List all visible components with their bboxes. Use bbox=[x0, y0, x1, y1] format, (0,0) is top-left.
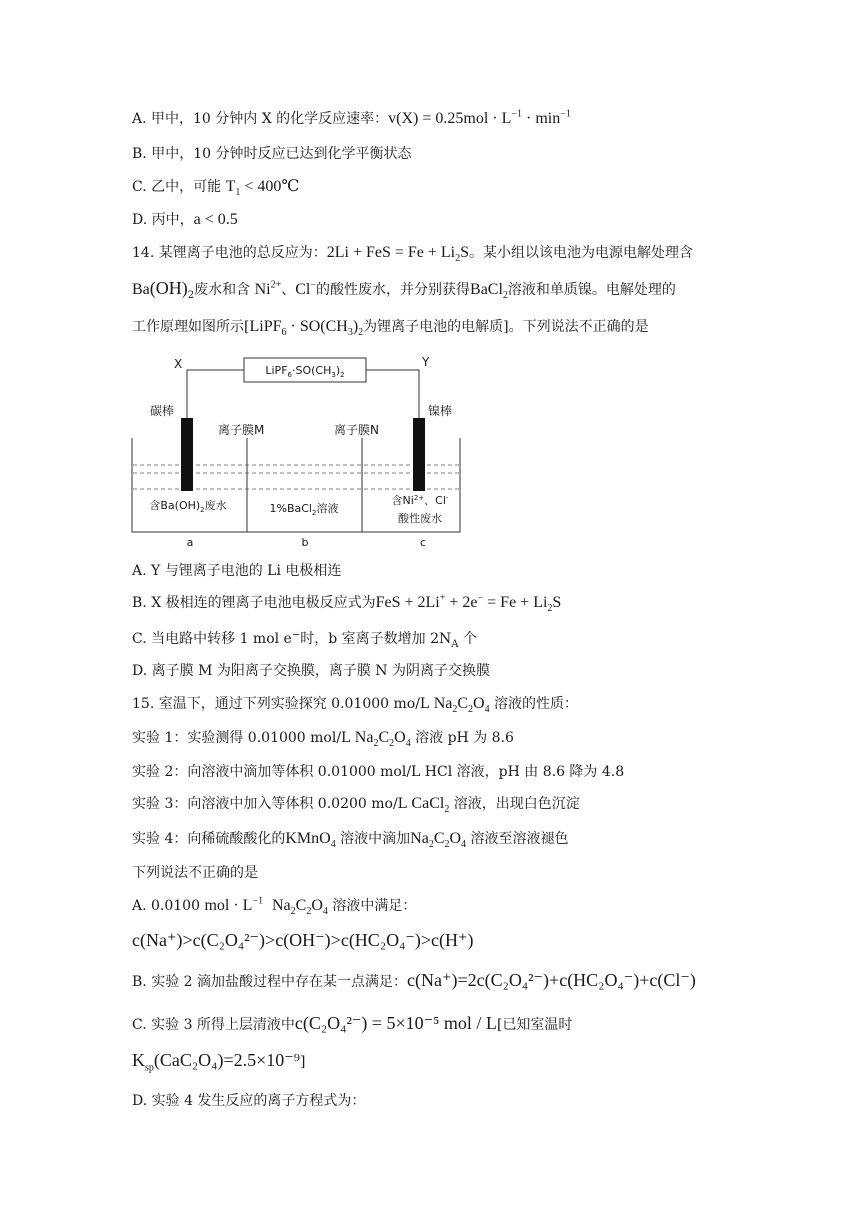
q15-c-equation: c(C₂O₄²⁻) = 5×10⁻⁵ mol / L bbox=[294, 1013, 497, 1033]
q14-b-eq1: FeS + 2Li bbox=[375, 594, 440, 611]
q14-b-sup2: − bbox=[477, 592, 484, 604]
q14-stem-line1 bbox=[132, 242, 693, 264]
q13-option-a-formula bbox=[388, 110, 571, 127]
q14-close: ) bbox=[352, 318, 359, 335]
q13-option-a-text: A. 甲中，10 分钟内 X 的化学反应速率： bbox=[132, 111, 389, 127]
q14-close-sub: 2 bbox=[358, 327, 364, 339]
q14-option-a: A. Y 与锂离子电池的 Li 电极相连 bbox=[132, 563, 342, 579]
q14-stem2-sep: 、 bbox=[281, 282, 296, 298]
q15-b-equation: c(Na⁺)=2c(C₂O₄²⁻)+c(HC₂O₄⁻)+c(Cl⁻) bbox=[407, 970, 696, 990]
q15-stem-tail: 溶液的性质： bbox=[489, 696, 579, 712]
room-c-contents-line2: 酸性废水 bbox=[398, 512, 442, 525]
q14-reaction-s: S bbox=[460, 244, 470, 261]
q15-a-tail: 溶液中满足： bbox=[327, 898, 417, 914]
q14-cl-symbol: Cl bbox=[295, 281, 311, 298]
q14-lipf: LiPF bbox=[249, 318, 282, 335]
q14-bacl-symbol: BaCl bbox=[470, 281, 503, 298]
q14-stem1-tail: 。某小组以该电池为电源电解处理含 bbox=[469, 245, 694, 261]
room-b-contents: 1%BaCl$_2$溶液 bbox=[269, 502, 339, 517]
q14-stem2-a: 废水和含 bbox=[194, 282, 255, 298]
q15-c-note: [已知室温时 bbox=[496, 1017, 573, 1033]
q15-exp4-tail: 溶液至溶液褪色 bbox=[466, 831, 569, 847]
q15-ask: 下列说法不正确的是 bbox=[132, 865, 258, 881]
y-terminal-label: Y bbox=[422, 355, 430, 369]
q14-option-b bbox=[132, 592, 561, 614]
q14-ni bbox=[255, 281, 282, 298]
q13-c-text: C. 乙中，可能 bbox=[132, 179, 226, 195]
q14-electrolyte-formula bbox=[249, 318, 364, 339]
q14-c-rest: 时，b 室离子数增加 2N bbox=[300, 631, 452, 647]
q14-reaction-sub: 2 bbox=[455, 253, 461, 265]
carbon-rod-label: 碳棒 bbox=[150, 404, 175, 418]
q14-option-c bbox=[132, 628, 477, 650]
q13-a-rate: v(X) = 0.25mol · L bbox=[388, 110, 512, 127]
q14-stem1-text: 14. 某锂离子电池的总反应为： bbox=[132, 245, 327, 261]
q15-option-c-ksp bbox=[132, 1050, 306, 1074]
q15-option-d: D. 实验 4 发生反应的离子方程式为： bbox=[132, 1093, 366, 1109]
nickel-rod-label: 镍棒 bbox=[428, 404, 453, 418]
q14-cl bbox=[295, 281, 316, 298]
room-b-label: b bbox=[301, 536, 309, 549]
q13-d-formula: a < 0.5 bbox=[193, 211, 238, 228]
q15-option-a bbox=[132, 895, 416, 917]
q15-oxalate: $Na_2C_2O_4$ bbox=[433, 695, 490, 716]
q14-reaction-main: 2Li + FeS = Fe + Li bbox=[326, 244, 456, 261]
q15-exp3-tail: 溶液，出现白色沉淀 bbox=[449, 796, 580, 812]
room-a-label: a bbox=[186, 536, 194, 549]
x-terminal-label: X bbox=[174, 357, 183, 371]
electrolysis-diagram bbox=[130, 352, 480, 552]
q15-exp4-mid: 溶液中滴加 bbox=[335, 831, 411, 847]
q15-ksp-end: ] bbox=[300, 1054, 306, 1070]
q14-c-text: C. 当电路中转移 1 mol e bbox=[132, 631, 292, 647]
q14-b-sup1: + bbox=[439, 592, 446, 604]
q14-so: · SO(CH bbox=[286, 318, 348, 335]
q14-c-sub: A bbox=[451, 638, 459, 650]
q15-exp4-oxalate: $Na_2C_2O_4$ bbox=[410, 830, 467, 851]
q14-b-sub: 2 bbox=[547, 603, 553, 615]
q15-experiment-4 bbox=[132, 828, 569, 850]
q14-ba: Ba bbox=[132, 281, 150, 298]
right-wire bbox=[366, 370, 419, 418]
room-c-label: c bbox=[419, 536, 427, 549]
q13-d-text: D. 丙中， bbox=[132, 212, 194, 228]
q15-b-text: B. 实验 2 滴加盐酸过程中存在某一点满足： bbox=[132, 974, 407, 990]
q14-stem3-a: 工作原理如图所示[ bbox=[132, 319, 250, 335]
q14-stem-line2 bbox=[132, 278, 676, 301]
q13-a-exp1: −1 bbox=[511, 108, 523, 120]
q15-option-a-inequality: c(Na⁺)>c(C₂O₄²⁻)>c(OH⁻)>c(HC₂O₄⁻)>c(H⁺) bbox=[132, 930, 474, 950]
q13-c-formula bbox=[225, 178, 300, 199]
q15-experiment-3 bbox=[132, 793, 580, 815]
q14-reaction bbox=[326, 244, 470, 265]
q14-bacl-sub: 2 bbox=[502, 290, 508, 302]
q15-exp3-text: 实验 3：向溶液中加入等体积 0.0200 mo/L bbox=[132, 796, 412, 812]
q14-b-eq4: S bbox=[552, 594, 562, 611]
q14-c-sup: − bbox=[291, 629, 301, 641]
q13-c-rest: < 400℃ bbox=[240, 178, 300, 195]
q15-a-unit: mol · $L^{-1}$ bbox=[204, 895, 264, 914]
q14-option-d: D. 离子膜 M 为阳离子交换膜，离子膜 N 为阴离子交换膜 bbox=[132, 663, 491, 679]
q14-b-text: B. X 极相连的锂离子电池电极反应式为 bbox=[132, 595, 376, 611]
q14-b-equation bbox=[375, 592, 562, 615]
q15-exp1-oxalate: $Na_2C_2O_4$ bbox=[354, 729, 411, 750]
nickel-rod bbox=[413, 418, 425, 491]
q15-exp4-text: 实验 4：向稀硫酸酸化的 bbox=[132, 831, 286, 847]
q14-ni-charge: 2+ bbox=[270, 279, 282, 291]
q13-option-a bbox=[132, 108, 571, 128]
q14-stem2-d: 溶液和单质镍。电解处理的 bbox=[507, 282, 676, 298]
q14-ch3-sub: 3 bbox=[347, 327, 353, 339]
q15-a-oxalate: $Na_2C_2O_4$ bbox=[272, 897, 328, 918]
q15-stem-text: 15. 室温下，通过下列实验探究 0.01000 mo/L bbox=[132, 696, 434, 712]
q14-b-eq3: = Fe + Li bbox=[483, 594, 548, 611]
q14-stem3-b: 为锂离子电池的电解质]。下列说法不正确的是 bbox=[363, 319, 649, 335]
q14-oh: (OH) bbox=[149, 278, 188, 298]
q14-ni-symbol: Ni bbox=[254, 281, 271, 298]
q15-cacl2: CaCl$_2$ bbox=[411, 795, 450, 816]
q14-stem2-c: 的酸性废水，并分别获得 bbox=[316, 282, 471, 298]
room-a-contents: 含$Ba(OH)_2$废水 bbox=[149, 499, 227, 514]
q15-c-text: C. 实验 3 所得上层清液中 bbox=[132, 1017, 295, 1033]
q14-cl-charge: − bbox=[310, 279, 317, 291]
q13-a-exp2: −1 bbox=[560, 108, 571, 120]
q15-a-text: A. 0.0100 bbox=[132, 898, 205, 914]
q13-a-min: · min bbox=[522, 110, 561, 127]
q14-lipf-sub: 6 bbox=[281, 327, 287, 339]
room-c-contents-line1: 含$Ni^{2+}$、Cl- bbox=[391, 494, 449, 507]
q15-exp1-text: 实验 1：实验测得 0.01000 mol/L bbox=[132, 730, 355, 746]
q14-stem-line3 bbox=[132, 316, 649, 338]
q15-experiment-2: 实验 2：向溶液中滴加等体积 0.01000 mol/L HCl 溶液，pH 由 8.6 降为 4.8 bbox=[132, 764, 625, 780]
q15-option-c bbox=[132, 1013, 572, 1034]
membrane-n-label: 离子膜N bbox=[334, 423, 379, 437]
q13-option-c bbox=[132, 176, 299, 198]
electrolyte-box-label: $LiPF_6\cdot SO(CH_3)_2$ bbox=[265, 364, 345, 379]
q15-experiment-1 bbox=[132, 727, 514, 749]
carbon-rod bbox=[181, 418, 193, 491]
membrane-m-label: 离子膜M bbox=[218, 423, 265, 437]
q13-option-d bbox=[132, 209, 238, 229]
q13-c-t: T bbox=[225, 178, 236, 195]
q15-ksp-expression: $K_{sp}(CaC_2O_4)=2.5\times 10^{-9}$ bbox=[132, 1050, 301, 1074]
q14-c-end: 个 bbox=[458, 631, 477, 647]
q15-exp1-tail: 溶液 pH 为 8.6 bbox=[410, 730, 514, 746]
q13-option-b: B. 甲中，10 分钟时反应已达到化学平衡状态 bbox=[132, 146, 412, 162]
q14-oh-sub: 2 bbox=[187, 289, 195, 301]
left-wire bbox=[187, 370, 244, 418]
q14-b-eq2: + 2e bbox=[445, 594, 478, 611]
q15-stem bbox=[132, 693, 578, 715]
q14-bacl2 bbox=[470, 281, 508, 302]
q13-c-sub: 1 bbox=[235, 187, 241, 199]
q15-kmno4: KMnO$_4$ bbox=[285, 830, 336, 851]
q15-option-b bbox=[132, 970, 696, 991]
